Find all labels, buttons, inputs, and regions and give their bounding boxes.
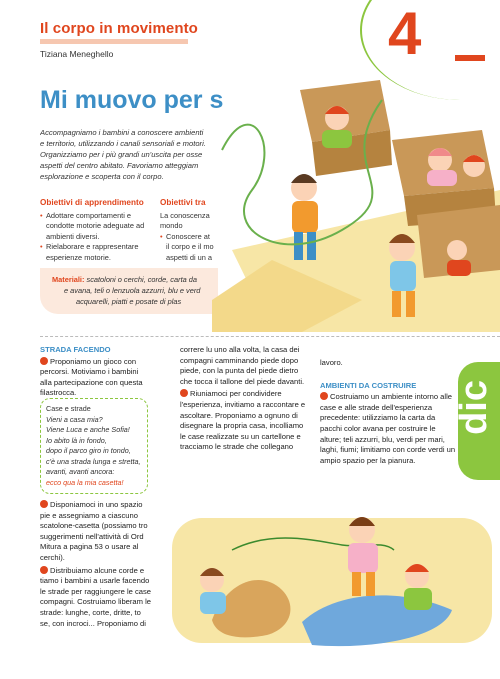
section-divider — [40, 336, 500, 337]
step-icon — [40, 566, 48, 574]
section-title: Il corpo in movimento — [40, 20, 198, 37]
step-icon — [40, 357, 48, 365]
rhyme-text: Case e strade Vieni a casa mia? Viene Luca e anche Sofia! Io abito là in fondo, dopo il parco giro in tondo, c'è una strada lunga e stretta, avanti, avanti ancora: ecco qua la mia casetta! — [46, 404, 141, 487]
column-1-top: STRADA FACENDO Proponiamo un gioco con percorsi. Motiviamo i bambini alla partecipazione con questa filastrocca. — [40, 345, 143, 398]
children-boxes-illustration — [212, 70, 500, 332]
side-tab-label: dic — [453, 380, 495, 435]
chapter-number: 4 — [388, 0, 422, 67]
step-icon — [40, 500, 48, 508]
column-2: correre lu uno alla volta, la casa dei compagni camminando piede dopo piede, con la punta del piede dietro che tocca il tallone del piede davanti. Riuniamoci per condividere l'esperienza, invitiamo a raccontare e ascoltare. Proponiamo a ognuno di disegnare la propria casa, incolliamo le case realizzate su un cartellone e tracciamo le strade che collegano — [180, 345, 306, 452]
page-title: Mi muovo per s — [40, 86, 224, 114]
section-title-underline — [40, 39, 188, 44]
author-name: Tiziana Meneghello — [40, 49, 114, 59]
column-1-bottom: Disponiamoci in uno spazio pie e assegniamo a ciascuno scatolone-casetta (possiamo tro suggerimenti nell'attività di Ord Mitura a pagina 53 o usare al cerchi). Distribuiamo alcune corde e tiamo i bambini a usarle facendo le strade per raggiungere le case compagni. Costruiamo liberam le strade: lunghe, corte, dritte, to se, con incroci... Proponiamo di — [40, 500, 152, 628]
transversal-objectives: Obiettivi tra La conoscenza mondo • Conoscere at il corpo e il mo aspetti di un a — [160, 198, 214, 263]
learning-objectives: Obiettivi di apprendimento • Adottare comportamenti e condotte motorie adeguate ad ambienti diversi. • Rielaborare e rappresentare esperienze motorie. — [40, 198, 152, 263]
chapter-bar — [455, 55, 485, 61]
materials-text: Materiali: scatoloni o cerchi, corde, carta da e avana, teli o lenzuola azzurri, blu e verd acquarelli, piatti e posate di plas — [52, 275, 201, 306]
intro-text: Accompagniamo i bambini a conoscere ambienti e territorio, utilizzando i canali sensoriali e motori. Organizziamo per i più grandi un'uscita per osse aspetti del centro abitato. Favoriamo atteggiam esplorazione e scoperta con il corpo. — [40, 128, 206, 181]
children-building-illustration — [172, 510, 492, 650]
step-icon — [180, 389, 188, 397]
column-3: lavoro. AMBIENTI DA COSTRUIRE Costruiamo un ambiente intorno alle case e alle strade dell'esperienza precedente: utilizziamo la carta da pacchi color avana per costruire le alture; teli azzurri, blu, verdi per mari, laghi, fiumi; limitiamo con corde verdi un ampio spazio per la pianura. — [320, 358, 456, 465]
step-icon — [320, 392, 328, 400]
